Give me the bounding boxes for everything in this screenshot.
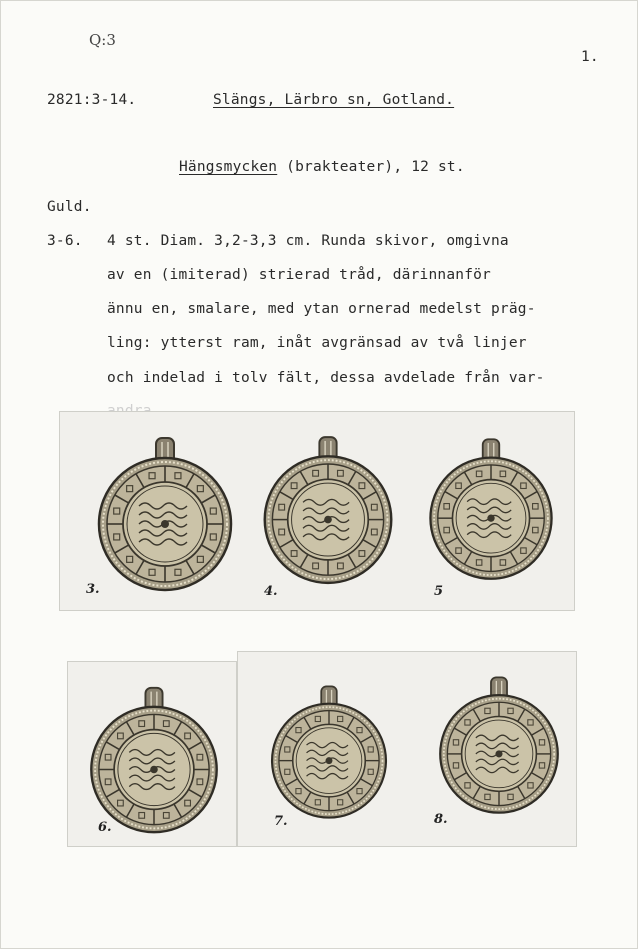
bracteate-6 (84, 684, 224, 836)
entry-range: 3-6. (47, 233, 83, 249)
label-5: 5 (434, 584, 444, 599)
entry-line: ännu en, smalare, med ytan ornerad medelst präg- (107, 301, 536, 317)
photo-top (59, 411, 575, 611)
photo-bottom-left (67, 661, 237, 847)
object-title-line (179, 159, 465, 175)
bracteate-8 (434, 670, 564, 820)
label-3: 3. (86, 582, 100, 597)
object-name: Hängsmycken (179, 159, 278, 175)
bracteate-5 (424, 434, 558, 584)
bracteate-3 (92, 434, 238, 594)
find-location: Slängs, Lärbro sn, Gotland. (213, 92, 455, 108)
label-7: 7. (274, 814, 288, 829)
bracteate-4 (258, 432, 398, 588)
label-6: 6. (98, 820, 112, 835)
photo-bottom-right (237, 651, 577, 847)
page-number: 1. (581, 49, 599, 65)
entry-line: och indelad i tolv fält, dessa avdelade från var- (107, 370, 545, 386)
catalog-number: 2821:3-14. (47, 92, 137, 108)
corner-mark: Q:3 (89, 31, 116, 49)
entry-line: 4 st. Diam. 3,2-3,3 cm. Runda skivor, omgivna (107, 233, 509, 249)
material: Guld. (47, 199, 92, 215)
entry-line: ling: ytterst ram, inåt avgränsad av två linjer (107, 335, 527, 351)
label-4: 4. (264, 584, 278, 599)
label-8: 8. (434, 812, 448, 827)
entry-line: av en (imiterad) strierad tråd, därinnanför (107, 267, 491, 283)
bracteate-7 (266, 680, 392, 824)
object-qualifier: (brakteater), 12 st. (286, 159, 465, 175)
